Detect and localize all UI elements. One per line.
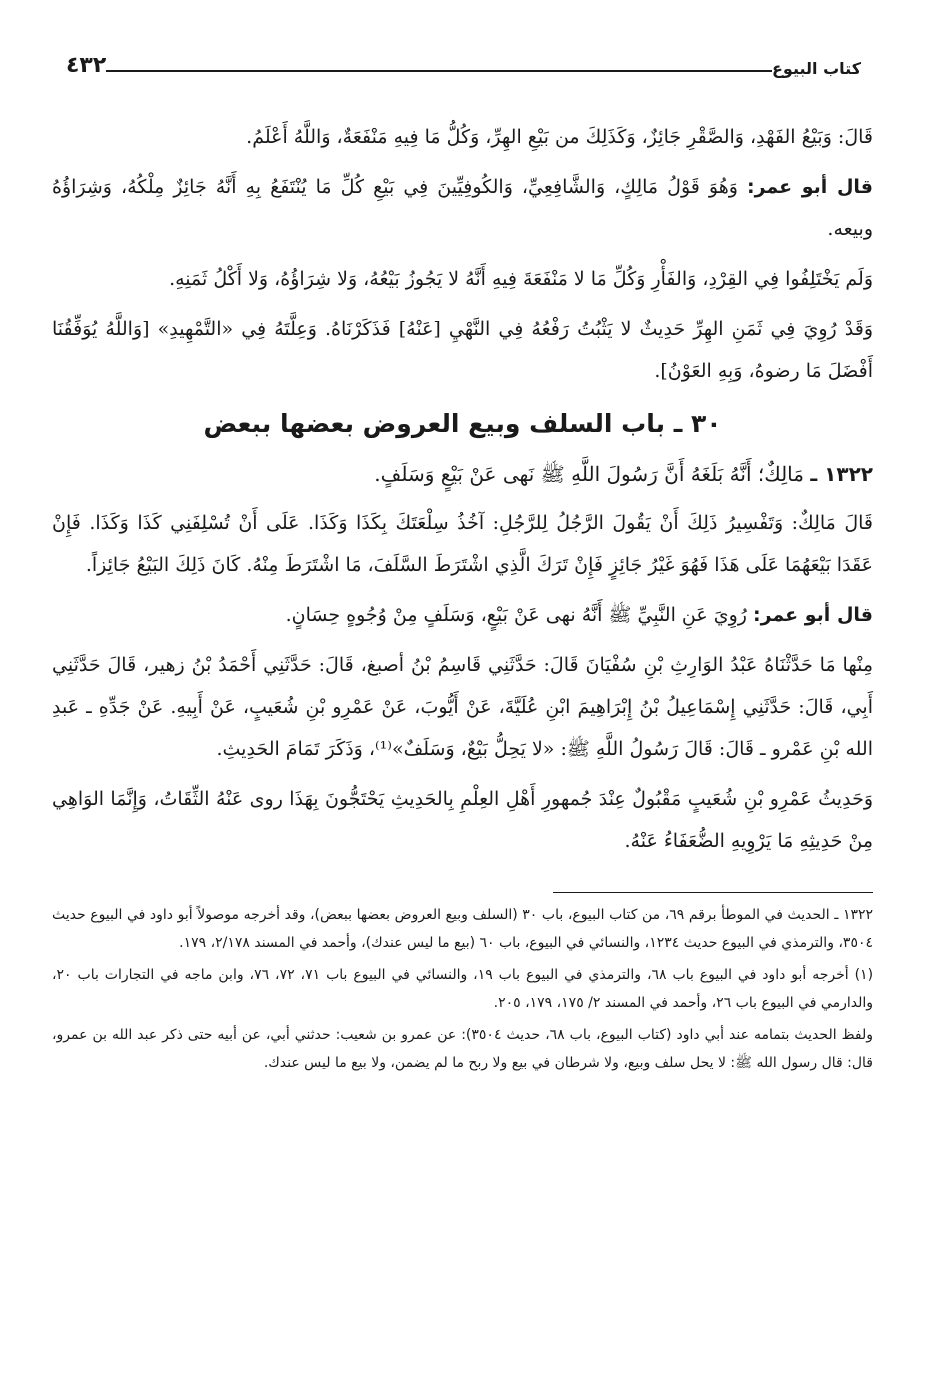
paragraph-text: وَحَدِيثُ عَمْرِو بْنِ شُعَيبٍ مَقْبُولٌ عِنْدَ جُمهورِ أَهْلِ العِلْمِ بِالحَدِيثِ يَحْتَجُّونَ بِهَذَا روى عَنْهُ الثِّقَاتُ، وَإِنَّمَا الوَاهِي مِنْ حَدِيثِهِ مَا يَرْوِيهِ الضُّعَفَاءُ عَنْهُ. — [52, 788, 873, 852]
paragraph — [52, 594, 873, 636]
footnote: ولفظ الحديث بتمامه عند أبي داود (كتاب البيوع، باب ٦٨، حديث ٣٥٠٤): عن عمرو بن شعيب: حدثني أبي، عن أبيه حتى ذكر عبد الله بن عمرو، قال: قال رسول الله ﷺ: لا يحل سلف وبيع، ولا شرطان في بيع ولا ربح ما لم يضمن، ولا بيع ما ليس عندك. — [52, 1027, 873, 1071]
paragraph — [52, 116, 873, 158]
chapter-title: ٣٠ ـ باب السلف وبيع العروض بعضها ببعض — [203, 409, 722, 438]
footnote: ١٣٢٢ ـ الحديث في الموطأ برقم ٦٩، من كتاب البيوع، باب ٣٠ (السلف وبيع العروض بعضها ببعض)، وقد أخرجه موصولاً أبو داود في البيوع حديث ٣٥٠٤، والترمذي في البيوع حديث ١٢٣٤، والنسائي في البيوع، باب ٦٠ (بيع ما ليس عندك)، وأحمد في المسند ٢/١٧٨، ١٧٩. — [52, 907, 874, 951]
paragraph-lead: قال أبو عمر: — [746, 176, 874, 198]
paragraph-text: رُوِيَ عَنِ النَّبِيِّ ﷺ أَنَّهُ نهى عَنْ بَيْعٍ، وَسَلَفٍ مِنْ وُجُوهٍ حِسَانٍ. — [285, 604, 747, 626]
paragraph — [52, 308, 873, 392]
paragraph-text: قَالَ: وَبَيْعُ الفَهْدِ، وَالصَّقْرِ جَائِزٌ، وَكَذَلِكَ من بَيْعِ الهِرِّ، وَكُلُّ مَا فِيهِ مَنْفَعَةٌ، وَاللَّهُ أَعْلَمُ. — [246, 126, 873, 148]
paragraph-text: قَالَ مَالِكٌ: وَتَفْسِيرُ ذَلِكَ أَنْ يَقُولَ الرَّجُلُ لِلرَّجُلِ: آخُذُ سِلْعَتَكَ بِكَذَا وَكَذَا. عَلَى أَنْ تُسْلِفَنِي كَذَا وَكَذَا. فَإِنْ عَقَدَا بَيْعَهُمَا عَلَى هَذَا فَهُوَ غَيْرُ جَائِزٍ فَإِنْ تَرَكَ الَّذِي اشْتَرَطَ السَّلَفَ، مَا اشْتَرَطَ مِنْهُ. كَانَ ذَلِكَ البَيْعُ جَائِزاً. — [52, 512, 873, 576]
page-number: ٤٣٢ — [52, 53, 106, 78]
hadith-number: ١٣٢٢ ـ — [810, 462, 873, 486]
paragraph — [52, 166, 873, 250]
paragraph-text: وَهُوَ قَوْلُ مَالِكٍ، وَالشَّافِعِيِّ، وَالكُوفِيِّينَ فِي بَيْعِ كُلِّ مَا يُنْتَفَعُ بِهِ أَنَّهُ جَائِزٌ مِلْكُهُ، وَشِرَاؤُهُ وبيعه. — [52, 176, 873, 240]
running-header — [52, 34, 873, 78]
paragraph-text: مِنْها مَا حَدَّثْنَاهُ عَبْدُ الوَارِثِ بْنِ سُفْيَانَ قَالَ: حَدَّثَنِي قَاسِمُ بْنُ أصبغ، قَالَ: حَدَّثَنِي أَحْمَدُ بْنُ زهير، قَالَ حَدَّثَنِي أَبِي، قَالَ: حَدَّثَنِي إِسْمَاعِيلُ بْنُ إِبْرَاهِيمَ ابْنِ عُلَيَّةَ، عَنْ أَيُّوبَ، عَنْ عَمْرِو بْنِ شُعَيبٍ، عَنْ أَبِيهِ. عَنْ جَدِّهِ ـ عَبدِ الله بْنِ عَمْرو ـ قَالَ: قَالَ رَسُولُ اللَّهِ ﷺ: «لا يَحِلُّ بَيْعٌ، وَسَلَفٌ»⁽¹⁾، وَذَكَرَ تَمَامَ الحَدِيثِ. — [52, 654, 873, 760]
paragraph — [52, 644, 873, 770]
hadith-entry — [52, 454, 873, 494]
paragraph-text: وَقَدْ رُوِيَ فِي ثَمَنِ الهِرِّ حَدِيثٌ لا يَثْبُتُ رَفْعُهُ فِي النَّهْيِ [عَنْهُ] فَذَكَرْنَاهُ. وَعِلَّتَهُ فِي «التَّمْهِيدِ» [وَاللَّهُ يُوَفِّقُنَا أَفْضَلَ مَا رضوهُ، وَبِهِ العَوْنُ]. — [52, 318, 873, 382]
book-title: كتاب البيوع — [772, 59, 873, 78]
main-text — [52, 116, 873, 1077]
paragraph-text: وَلَم يَخْتَلِفُوا فِي القِرْدِ، وَالفَأْرِ وَكُلِّ مَا لا مَنْفَعَةَ فِيهِ أَنَّهُ لا يَجُوزُ بَيْعُهُ، وَلا شِرَاؤُهُ، وَلا أَكْلُ ثَمَنِهِ. — [169, 268, 873, 290]
paragraph — [52, 502, 873, 586]
paragraph-lead: قال أبو عمر: — [753, 604, 873, 626]
hadith-text: مَالِكٌ؛ أَنَّهُ بَلَغَهُ أَنَّ رَسُولَ اللَّهِ ﷺ نَهى عَنْ بَيْعٍ وَسَلَفٍ. — [374, 462, 804, 486]
paragraph — [52, 778, 873, 862]
footnote-divider — [553, 892, 873, 893]
footnote: (١) أخرجه أبو داود في البيوع باب ٦٨، والترمذي في البيوع باب ١٩، والنسائي في البيوع باب ٧١، ٧٢، ٧٦، وابن ماجه في التجارات باب ٢٠، والدارمي في البيوع باب ٢٦، وأحمد في المسند ٢/ ١٧٥، ١٧٩، ٢٠٥. — [52, 967, 874, 1011]
paragraph — [52, 258, 873, 300]
page — [52, 34, 873, 1390]
